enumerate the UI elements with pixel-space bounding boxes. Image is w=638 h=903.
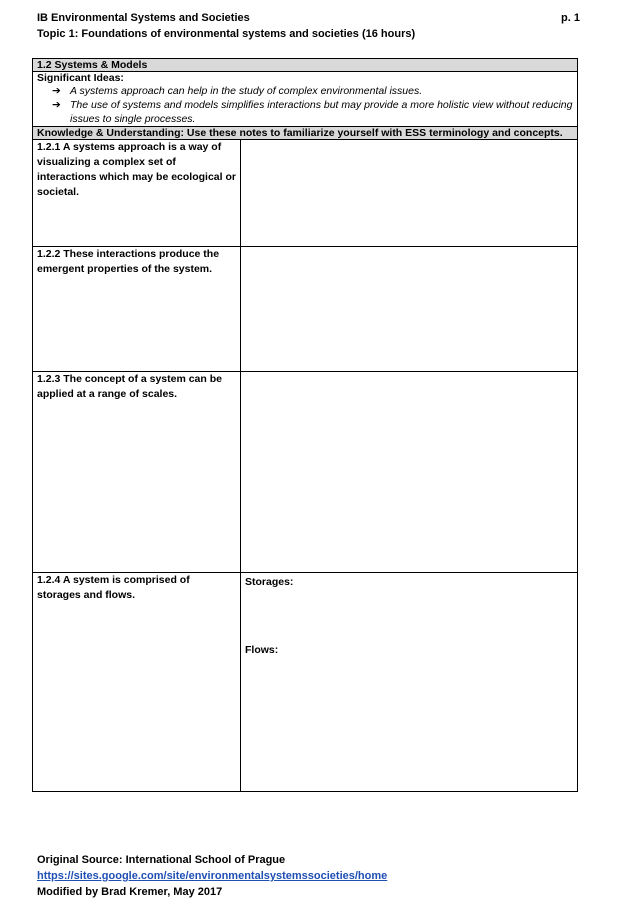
- page-footer: [37, 852, 387, 900]
- notes-cell[interactable]: [241, 140, 578, 247]
- notes-cell[interactable]: [241, 573, 578, 792]
- page-number: p. 1: [561, 12, 580, 24]
- modified-credit: Modified by Brad Kremer, May 2017: [37, 886, 223, 898]
- notes-table: [32, 58, 578, 792]
- table-row: [33, 247, 578, 372]
- arrow-icon: ➔: [52, 85, 61, 97]
- table-row: [33, 573, 578, 792]
- flows-label: Flows:: [245, 644, 279, 656]
- source-link[interactable]: https://sites.google.com/site/environmentalsystemssocieties/home: [37, 870, 388, 882]
- notes-cell[interactable]: [241, 247, 578, 372]
- page-header: [37, 10, 580, 42]
- section-title: 1.2 Systems & Models: [33, 59, 578, 72]
- significant-ideas-list: [37, 84, 573, 126]
- knowledge-header: Knowledge & Understanding: Use these notes to familiarize yourself with ESS terminology and concepts.: [33, 127, 578, 140]
- table-row: [33, 140, 578, 247]
- source-credit: Original Source: International School of Prague: [37, 854, 286, 866]
- list-item: ➔ The use of systems and models simplifies interactions but may provide a more holistic view without reducing issues to single processes.: [52, 99, 573, 125]
- concept-label: 1.2.4 A system is comprised of storages and flows.: [33, 573, 241, 792]
- concept-label: 1.2.2 These interactions produce the emergent properties of the system.: [33, 247, 241, 372]
- arrow-icon: ➔: [52, 99, 61, 111]
- table-row: [33, 372, 578, 573]
- course-title: IB Environmental Systems and Societies: [37, 12, 250, 24]
- topic-title: Topic 1: Foundations of environmental systems and societies (16 hours): [37, 28, 416, 40]
- notes-cell[interactable]: [241, 372, 578, 573]
- significant-ideas-cell: [33, 72, 578, 127]
- concept-label: 1.2.1 A systems approach is a way of visualizing a complex set of interactions which may be ecological or societal.: [33, 140, 241, 247]
- list-item: ➔ A systems approach can help in the study of complex environmental issues.: [52, 85, 423, 97]
- significant-ideas-label: Significant Ideas:: [37, 72, 124, 84]
- storages-label: Storages:: [245, 576, 294, 588]
- concept-label: 1.2.3 The concept of a system can be applied at a range of scales.: [33, 372, 241, 573]
